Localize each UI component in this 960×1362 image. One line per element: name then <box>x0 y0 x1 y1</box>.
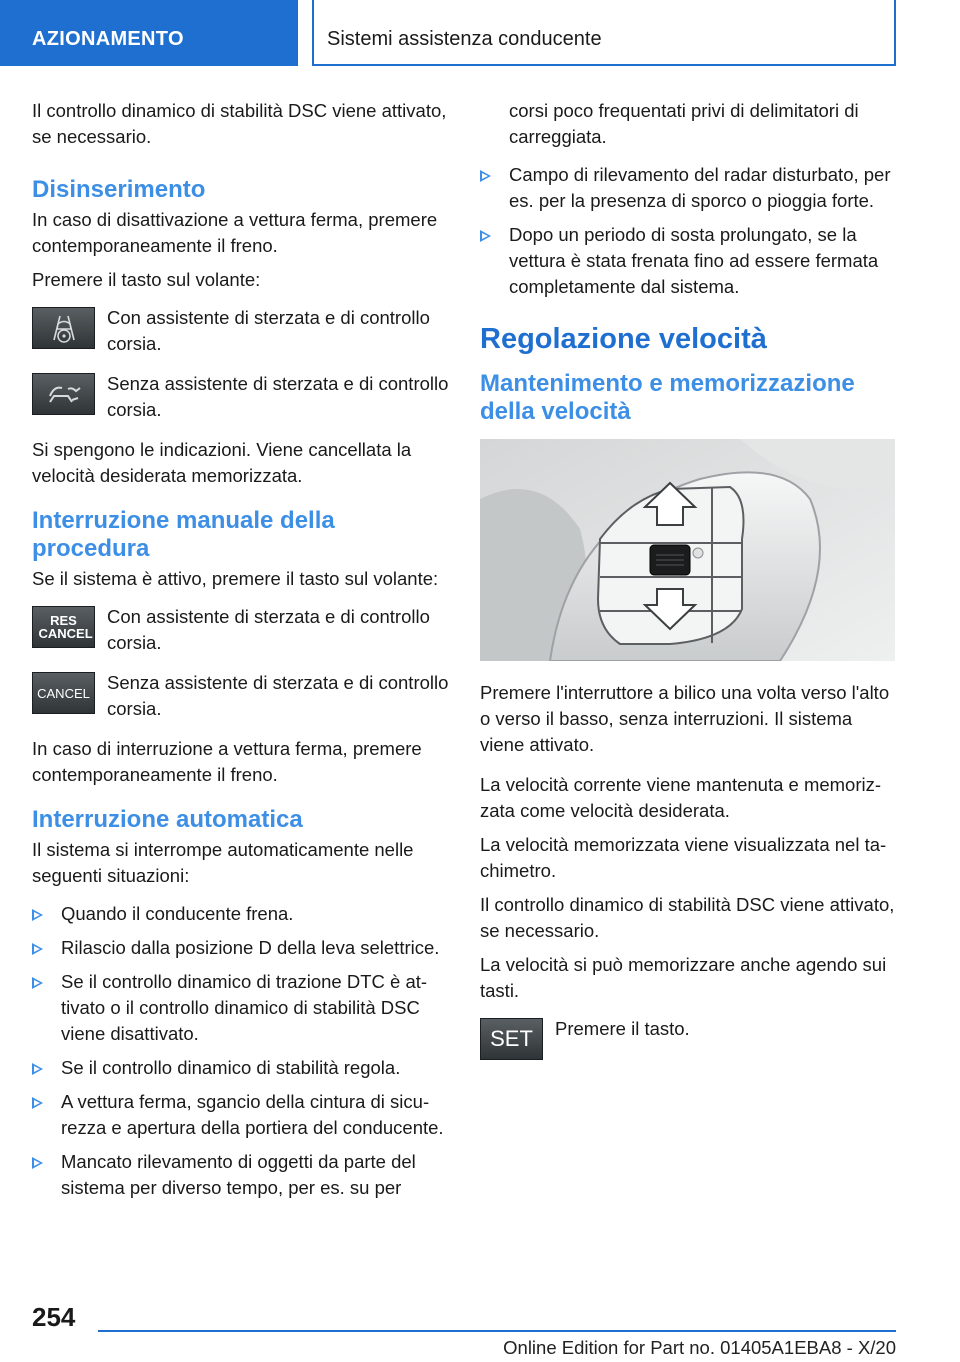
list-item: Rilascio dalla posizione D della leva selettrice. <box>32 935 452 961</box>
triangle-bullet-icon <box>480 170 491 182</box>
heading-disinserimento: Disinserimento <box>32 176 206 203</box>
list-item: Se il controllo dinamico di trazione DTC è attivato o il controllo dinamico di stabilità DSC viene disattivato. <box>32 969 452 1047</box>
button-4-description: Senza assistente di sterzata e di controllo corsia. <box>107 672 449 719</box>
list-item: Se il controllo dinamico di stabilità regola. <box>32 1055 452 1081</box>
heading-interruzione-automatica: Interruzione automatica <box>32 806 303 833</box>
triangle-bullet-icon <box>32 1063 43 1075</box>
list-item: Mancato rilevamento di oggetti da parte del sistema per diverso tempo, per es. su per <box>32 1149 452 1201</box>
set-label: SET <box>490 1026 533 1051</box>
button-row-4 <box>32 670 452 722</box>
cruise-control-button-icon <box>32 373 95 415</box>
paragraph-current-speed: La velocità corrente viene mantenuta e memorizzata come velocità desiderata. <box>480 774 882 821</box>
button-row-3 <box>32 604 452 656</box>
list-continuation: corsi poco frequentati privi di delimitatori di carreggiata. <box>509 100 859 147</box>
heading-mantenimento: Mantenimento e memorizzazione della velocità <box>480 370 855 425</box>
paragraph-rocker-switch: Premere l'interruttore a bilico una volta verso l'alto o verso il basso, senza interruzioni. Il sistema viene attivato. <box>480 682 890 755</box>
set-button-row <box>480 1016 900 1060</box>
cancel-label: CANCEL <box>37 685 90 701</box>
header-section-title: AZIONAMENTO <box>32 28 184 50</box>
button-3-description: Con assistente di sterzata e di controllo corsia. <box>107 606 430 653</box>
header-chapter-title: Sistemi assistenza conducente <box>327 28 602 50</box>
list-item: Campo di rilevamento del radar disturbato, per es. per la presenza di sporco o pioggia forte. <box>480 162 900 214</box>
left-column <box>32 98 452 1209</box>
triangle-bullet-icon <box>32 909 43 921</box>
lane-assist-button-icon <box>32 307 95 349</box>
heading-regolazione-velocita: Regolazione velocità <box>480 323 767 355</box>
button-1-description: Con assistente di sterzata e di controllo corsia. <box>107 307 430 354</box>
list-item: Quando il conducente frena. <box>32 901 452 927</box>
header-section-tab <box>0 0 298 66</box>
triangle-bullet-icon <box>480 230 491 242</box>
paragraph-interruzione: In caso di interruzione a vettura ferma, premere contemporaneamente il freno. <box>32 738 422 785</box>
res-cancel-label: RES CANCEL <box>38 613 93 641</box>
triangle-bullet-icon <box>32 943 43 955</box>
header-chapter-box <box>312 0 896 66</box>
paragraph-speedometer: La velocità memorizzata viene visualizzata nel tachimetro. <box>480 834 887 881</box>
set-button-icon <box>480 1018 543 1060</box>
button-row-2 <box>32 371 452 423</box>
list-item: Dopo un periodo di sosta prolungato, se la vettura è stata frenata fino ad essere fermata completamente dal sistema. <box>480 222 900 300</box>
paragraph-manuale: Se il sistema è attivo, premere il tasto sul volante: <box>32 568 439 589</box>
footer-edition: Online Edition for Part no. 01405A1EBA8 - X/20 <box>503 1337 896 1358</box>
set-button-description: Premere il tasto. <box>555 1018 690 1039</box>
heading-interruzione-manuale: Interruzione manuale della procedura <box>32 507 335 562</box>
paragraph-disins-2: Premere il tasto sul volante: <box>32 269 261 290</box>
paragraph-automatica: Il sistema si interrompe automaticamente nelle seguenti situazioni: <box>32 839 414 886</box>
triangle-bullet-icon <box>32 1097 43 1109</box>
paragraph-dsc-intro: Il controllo dinamico di stabilità DSC viene attivato, se necessario. <box>32 100 447 147</box>
right-column <box>480 98 900 1074</box>
paragraph-store-with-buttons: La velocità si può memorizzare anche agendo sui tasti. <box>480 954 887 1001</box>
button-2-description: Senza assistente di sterzata e di controllo corsia. <box>107 373 449 420</box>
res-cancel-button-icon <box>32 606 95 648</box>
list-item: A vettura ferma, sgancio della cintura di sicurezza e apertura della portiera del conducente. <box>32 1089 452 1141</box>
auto-interruption-list <box>32 901 452 1201</box>
steering-wheel-rocker-photo <box>480 439 895 661</box>
paragraph-spegnimento: Si spengono le indicazioni. Viene cancellata la velocità desiderata memorizzata. <box>32 439 412 486</box>
footer-divider <box>98 1330 896 1332</box>
paragraph-disins-1: In caso di disattivazione a vettura ferma, premere contemporaneamente il freno. <box>32 209 438 256</box>
button-row-1 <box>32 305 452 357</box>
triangle-bullet-icon <box>32 1157 43 1169</box>
cancel-button-icon <box>32 672 95 714</box>
auto-interruption-list-cont <box>480 162 900 300</box>
page-number: 254 <box>32 1302 76 1332</box>
triangle-bullet-icon <box>32 977 43 989</box>
paragraph-dsc-activated: Il controllo dinamico di stabilità DSC viene attivato, se necessario. <box>480 894 895 941</box>
